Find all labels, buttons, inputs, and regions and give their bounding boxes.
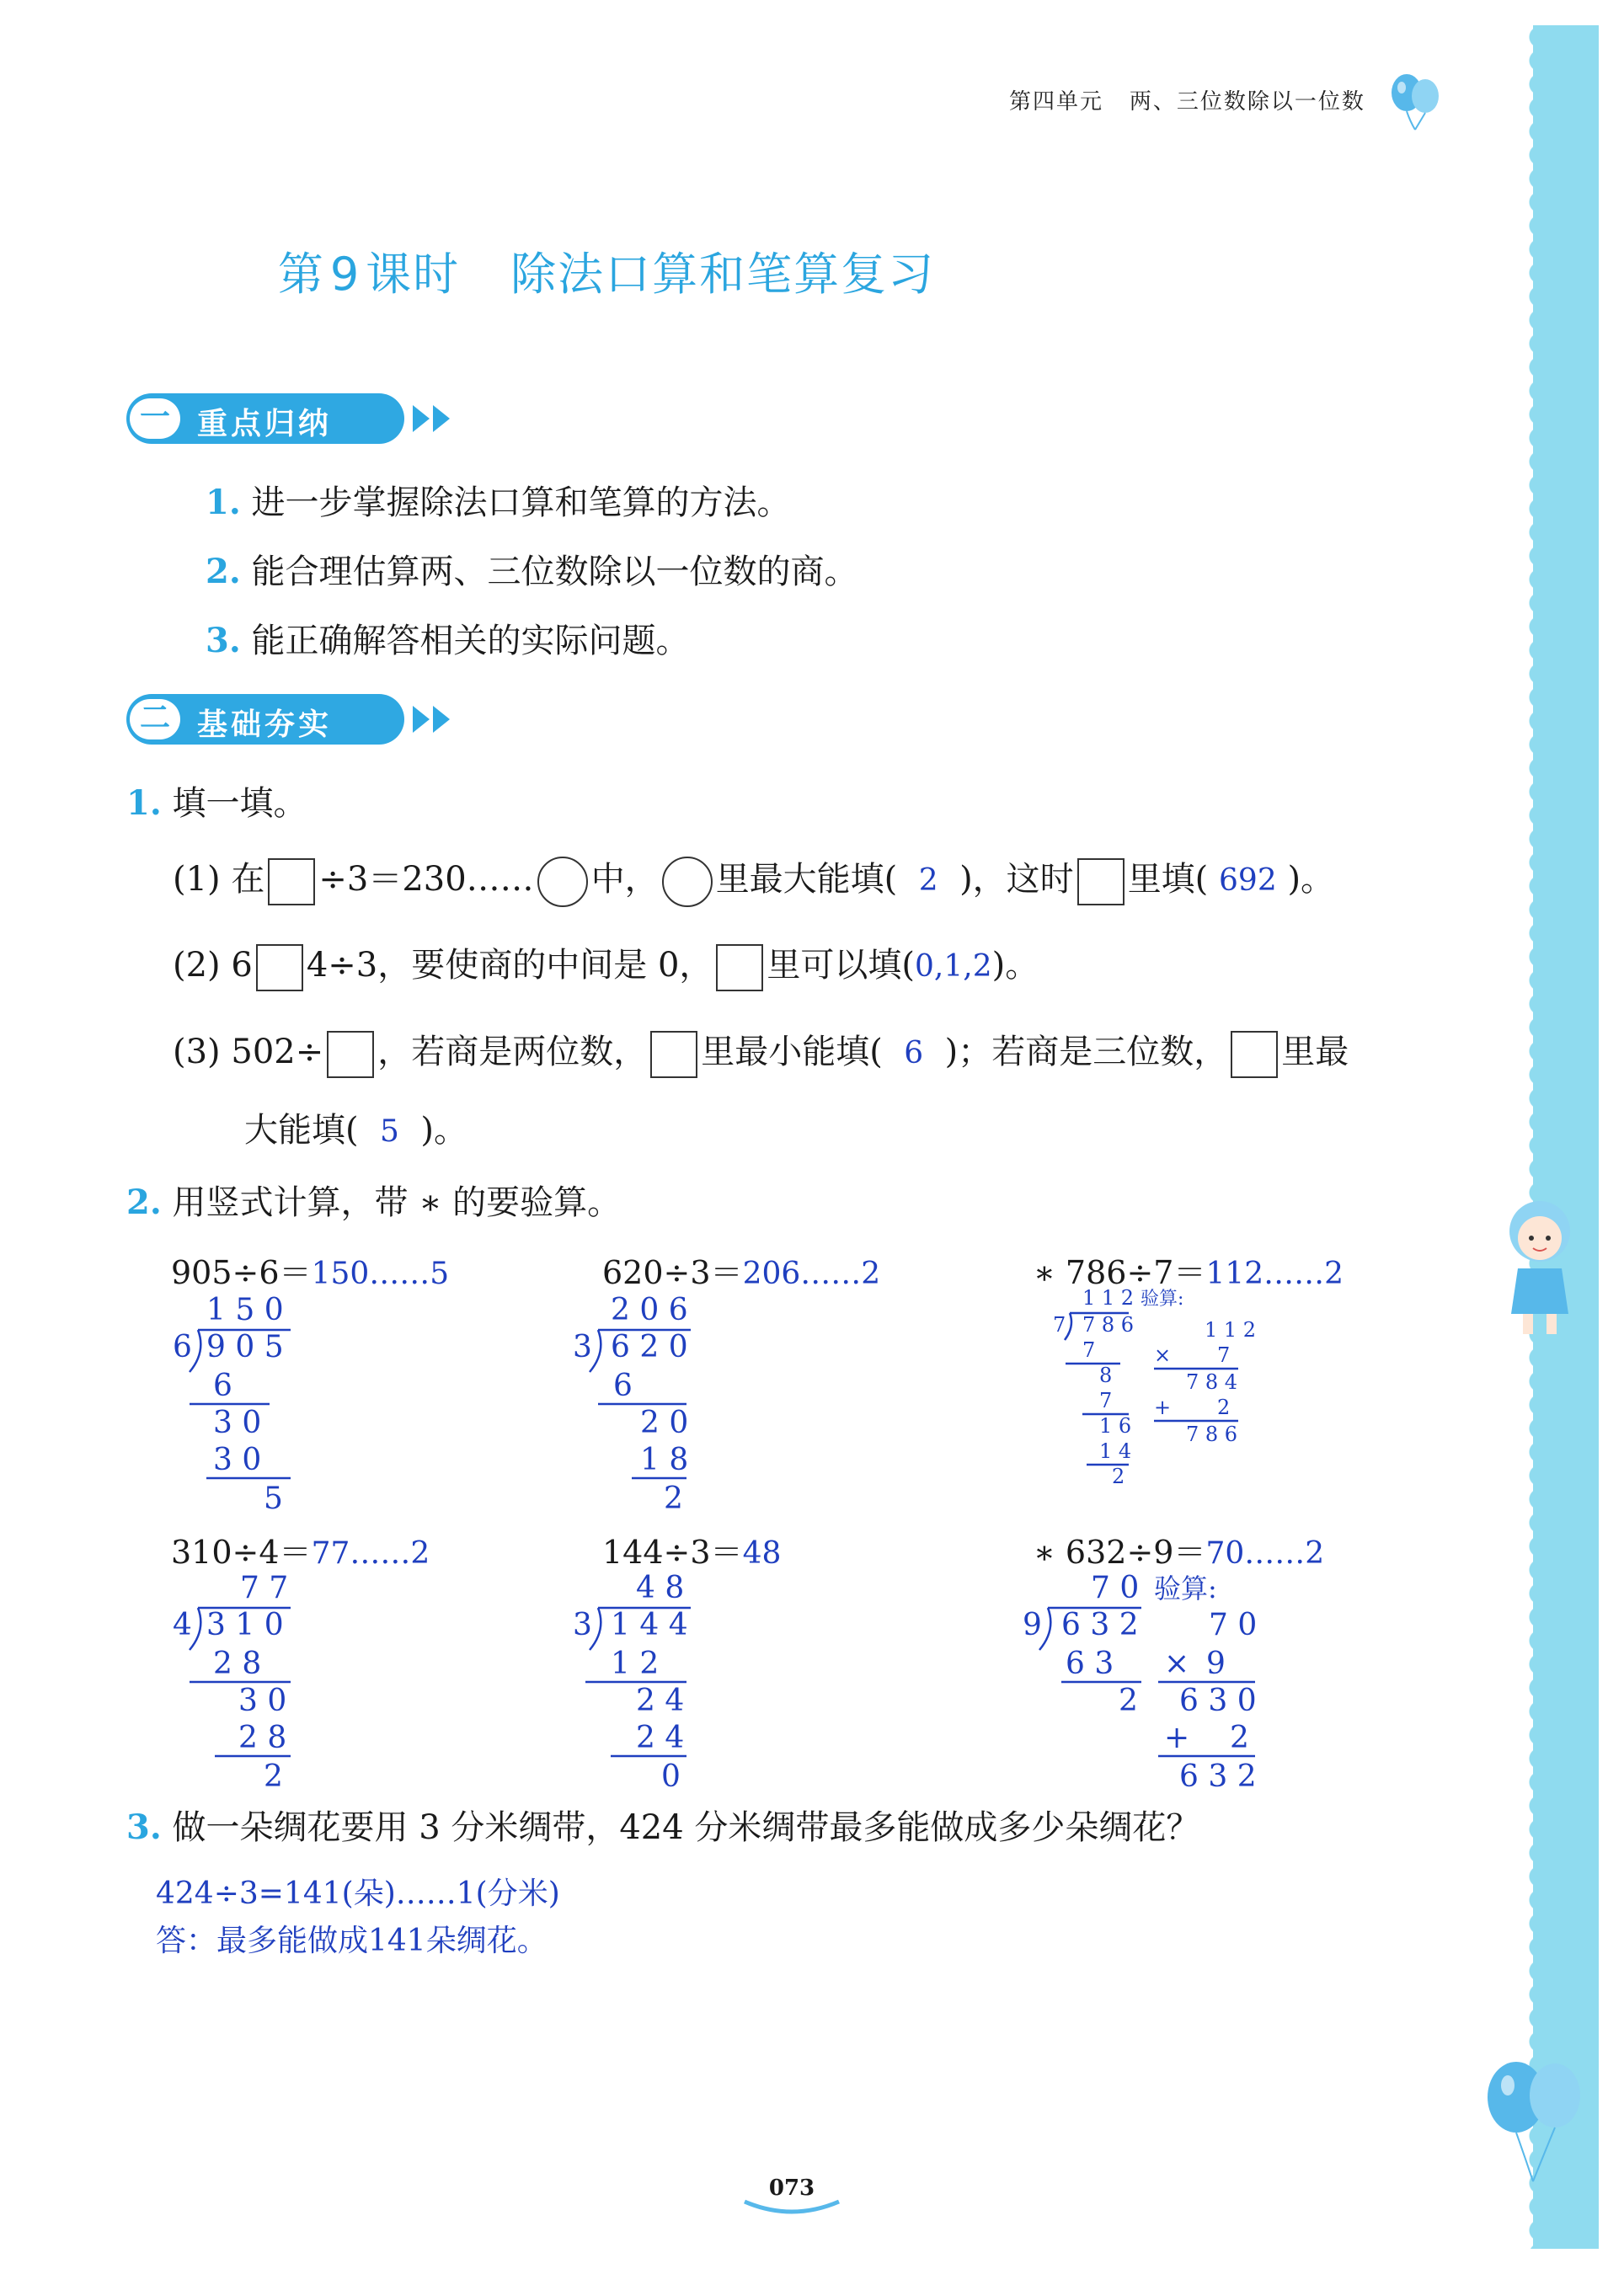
blank-circle bbox=[537, 857, 588, 907]
svg-text:1 2: 1 2 bbox=[611, 1647, 660, 1681]
svg-text:2 8: 2 8 bbox=[238, 1721, 287, 1755]
svg-text:1 1 2: 1 1 2 bbox=[1205, 1318, 1257, 1342]
equation-4: 310÷4＝77……2 bbox=[171, 1534, 430, 1571]
blank-circle bbox=[662, 857, 713, 907]
svg-text:2: 2 bbox=[1217, 1396, 1231, 1419]
answer: 2 bbox=[918, 863, 938, 898]
equation-1: 905÷6＝150……5 bbox=[171, 1254, 450, 1291]
svg-text:9 0 5: 9 0 5 bbox=[206, 1330, 284, 1364]
svg-text:4 8: 4 8 bbox=[636, 1571, 685, 1605]
answer: 6 bbox=[904, 1036, 924, 1070]
girl-illustration bbox=[1491, 1188, 1592, 1339]
svg-text:2 0 6: 2 0 6 bbox=[611, 1293, 688, 1327]
svg-text:9: 9 bbox=[1023, 1608, 1042, 1642]
svg-text:3 0: 3 0 bbox=[213, 1443, 262, 1477]
svg-text:7 7: 7 7 bbox=[240, 1571, 289, 1605]
unit-label: 第四单元 bbox=[1009, 89, 1104, 115]
key-point-3: 3. 能正确解答相关的实际问题。 bbox=[206, 621, 690, 660]
svg-text:验算:: 验算: bbox=[1154, 1572, 1217, 1604]
svg-text:+: + bbox=[1154, 1396, 1172, 1419]
section-label: 重点归纳 bbox=[197, 407, 333, 441]
svg-text:6 3: 6 3 bbox=[1066, 1647, 1114, 1681]
long-division-2 bbox=[564, 1293, 724, 1529]
svg-text:×: × bbox=[1164, 1647, 1190, 1681]
svg-text:1 4: 1 4 bbox=[1099, 1439, 1132, 1463]
question-3-answer-line-1: 424÷3=141(朵)……1(分米) bbox=[156, 1877, 560, 1911]
svg-text:3 1 0: 3 1 0 bbox=[206, 1608, 284, 1642]
svg-text:2: 2 bbox=[1119, 1684, 1138, 1718]
svg-text:8: 8 bbox=[1099, 1364, 1113, 1387]
svg-text:1 6: 1 6 bbox=[1099, 1414, 1132, 1438]
svg-text:2: 2 bbox=[1230, 1721, 1249, 1755]
section-number: 一 bbox=[130, 398, 180, 439]
svg-text:7 0: 7 0 bbox=[1091, 1571, 1140, 1605]
key-point-1: 1. 进一步掌握除法口算和笔算的方法。 bbox=[206, 483, 791, 522]
decorative-side-strip bbox=[1533, 25, 1599, 2249]
svg-text:7: 7 bbox=[1082, 1338, 1096, 1362]
svg-text:×: × bbox=[1154, 1343, 1172, 1367]
svg-text:7: 7 bbox=[1053, 1313, 1066, 1337]
svg-text:2 4: 2 4 bbox=[636, 1721, 685, 1755]
svg-text:7 8 6: 7 8 6 bbox=[1082, 1313, 1135, 1337]
svg-text:7: 7 bbox=[1217, 1343, 1231, 1367]
key-point-2: 2. 能合理估算两、三位数除以一位数的商。 bbox=[206, 552, 858, 591]
long-division-4 bbox=[164, 1571, 324, 1807]
unit-topic: 两、三位数除以一位数 bbox=[1129, 89, 1365, 115]
svg-text:2 8: 2 8 bbox=[213, 1647, 262, 1681]
blank-box bbox=[1231, 1031, 1278, 1078]
lesson-name: 除法口算和笔算复习 bbox=[510, 248, 936, 301]
svg-text:6 3 2: 6 3 2 bbox=[1061, 1608, 1139, 1642]
balloons-illustration bbox=[1474, 2047, 1592, 2190]
svg-text:1 4 4: 1 4 4 bbox=[611, 1608, 688, 1642]
svg-text:2: 2 bbox=[664, 1482, 683, 1516]
page-number-wave bbox=[741, 2197, 842, 2217]
question-1-part-2: (2) 6 4÷3，要使商的中间是 0， 里可以填(0,1,2)。 bbox=[173, 938, 1039, 991]
lesson-number: 9 bbox=[329, 248, 361, 301]
section-label: 基础夯实 bbox=[197, 707, 333, 742]
svg-text:1 5 0: 1 5 0 bbox=[206, 1293, 284, 1327]
question-2-title: 2. 用竖式计算，带 ∗ 的要验算。 bbox=[126, 1183, 622, 1222]
long-division-1 bbox=[164, 1293, 324, 1529]
svg-text:3: 3 bbox=[573, 1330, 592, 1364]
svg-text:6: 6 bbox=[213, 1369, 232, 1403]
blank-box bbox=[327, 1031, 374, 1078]
long-division-5 bbox=[564, 1571, 724, 1807]
lesson-title bbox=[0, 238, 1213, 303]
svg-text:7 0: 7 0 bbox=[1209, 1608, 1258, 1642]
svg-text:2: 2 bbox=[1112, 1465, 1125, 1488]
svg-text:0: 0 bbox=[661, 1759, 681, 1794]
question-1-part-3: (3) 502÷ ，若商是两位数， 里最小能填( 6 )；若商是三位数， 里最 bbox=[173, 1025, 1349, 1078]
double-arrow-icon bbox=[411, 704, 462, 734]
question-1-part-1: (1) 在 ÷3＝230…… 中， 里最大能填( 2 )，这时 里填( 692 )。 bbox=[173, 852, 1334, 907]
svg-text:6: 6 bbox=[173, 1330, 192, 1364]
svg-text:2 0: 2 0 bbox=[640, 1406, 689, 1440]
answer: 692 bbox=[1219, 863, 1277, 898]
svg-text:6 3 2: 6 3 2 bbox=[1179, 1759, 1257, 1794]
question-3-answer-line-2: 答：最多能做成141朵绸花。 bbox=[156, 1924, 548, 1958]
answer: 5 bbox=[380, 1114, 399, 1149]
svg-text:2 4: 2 4 bbox=[636, 1684, 685, 1718]
svg-text:7 8 6: 7 8 6 bbox=[1186, 1423, 1238, 1446]
svg-text:3: 3 bbox=[573, 1608, 592, 1642]
lesson-prefix: 第 bbox=[277, 248, 325, 301]
long-division-3 bbox=[1044, 1284, 1263, 1512]
question-3: 3. 做一朵绸花要用 3 分米绸带，424 分米绸带最多能做成多少朵绸花？ bbox=[126, 1807, 1200, 1847]
blank-box bbox=[256, 944, 303, 991]
section-number: 二 bbox=[130, 699, 180, 739]
question-1-part-3-cont: 大能填( 5 )。 bbox=[244, 1111, 467, 1150]
svg-text:4: 4 bbox=[173, 1608, 192, 1642]
equation-6: ∗ 632÷9＝70……2 bbox=[1034, 1534, 1325, 1571]
svg-text:6 2 0: 6 2 0 bbox=[611, 1330, 688, 1364]
blank-box bbox=[268, 858, 315, 905]
page-header bbox=[1009, 84, 1365, 115]
svg-text:2: 2 bbox=[264, 1759, 283, 1794]
equation-3: ∗ 786÷7＝112……2 bbox=[1034, 1254, 1344, 1291]
svg-text:6: 6 bbox=[613, 1369, 633, 1403]
double-arrow-icon bbox=[411, 403, 462, 434]
svg-text:6 3 0: 6 3 0 bbox=[1179, 1684, 1257, 1718]
equation-5: 144÷3＝48 bbox=[602, 1534, 782, 1571]
svg-text:+: + bbox=[1164, 1721, 1190, 1755]
svg-text:7: 7 bbox=[1099, 1389, 1113, 1412]
question-1-title: 1. 填一填。 bbox=[126, 783, 307, 823]
page-number: 073 bbox=[768, 2176, 815, 2201]
balloon-icon bbox=[1381, 67, 1449, 135]
svg-text:1 8: 1 8 bbox=[640, 1443, 689, 1477]
svg-text:5: 5 bbox=[264, 1482, 283, 1516]
svg-text:3 0: 3 0 bbox=[213, 1406, 262, 1440]
svg-text:3 0: 3 0 bbox=[238, 1684, 287, 1718]
answer: 0,1,2 bbox=[915, 949, 992, 984]
svg-text:1 1 2: 1 1 2 bbox=[1082, 1286, 1135, 1310]
lesson-suffix: 课时 bbox=[366, 248, 461, 301]
svg-text:7 8 4: 7 8 4 bbox=[1186, 1370, 1238, 1394]
svg-text:9: 9 bbox=[1206, 1647, 1226, 1681]
svg-text:验算:: 验算: bbox=[1141, 1289, 1184, 1310]
blank-box bbox=[716, 944, 763, 991]
blank-box bbox=[650, 1031, 697, 1078]
long-division-6 bbox=[1019, 1571, 1272, 1807]
equation-2: 620÷3＝206……2 bbox=[602, 1254, 881, 1291]
blank-box bbox=[1077, 858, 1125, 905]
